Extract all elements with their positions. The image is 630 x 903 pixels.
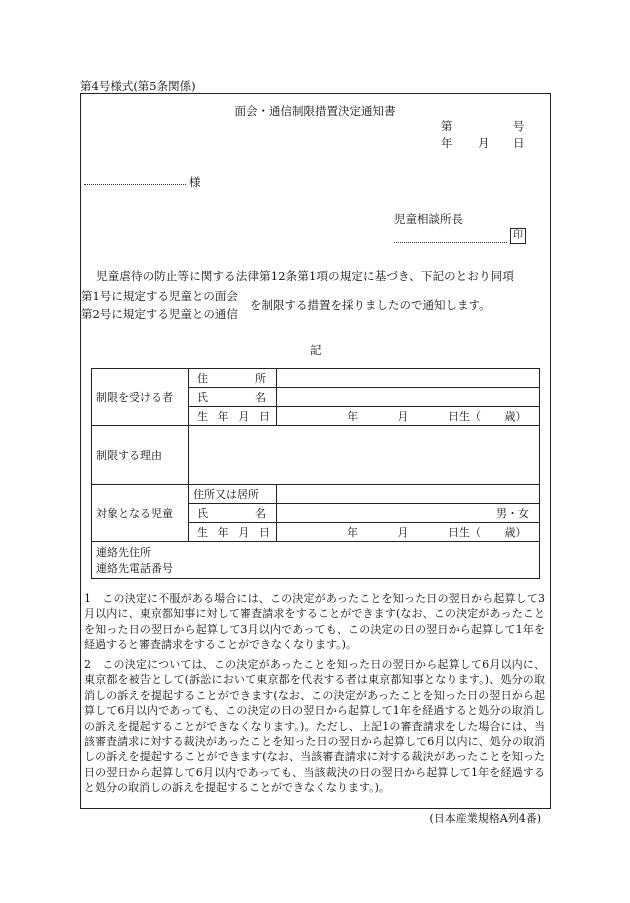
address-value (277, 369, 540, 388)
addressee-line (84, 184, 186, 185)
document-title: 面会・通信制限措置決定通知書 (234, 104, 396, 118)
number-prefix: 第 (441, 119, 453, 133)
residence-value (277, 485, 540, 504)
record-table (91, 368, 540, 579)
child-dob-label: 生 年 月 日 (189, 523, 277, 542)
note-1: 1 この決定に不服がある場合には、この決定があったことを知った日の翌日から起算して3月以内に、東京都知事に対して審査請求をすることができます(なお、この決定があったことを知った日の翌日から起算して3月以内であっても、この決定の日の翌日から起算して1年を経過すると審査請求をすることができなくなります。)。 (84, 592, 546, 652)
restricted-person-label: 制限を受ける者 (92, 369, 189, 426)
body-line-1: 児童虐待の防止等に関する法律第12条第1項の規定に基づき、下記のとおり同項 (96, 269, 515, 283)
date-year: 年 (441, 136, 453, 150)
date-day: 日 (513, 136, 525, 150)
child-sex-value: 男・女 (277, 504, 540, 523)
ki-heading: 記 (310, 343, 322, 357)
body-option-2: 第2号に規定する児童との通信 (81, 307, 238, 321)
seal-mark: 印 (510, 228, 526, 244)
reason-label: 制限する理由 (92, 426, 189, 485)
name-label: 氏 名 (189, 388, 277, 407)
sender-title: 児童相談所長 (394, 212, 463, 226)
name-value (277, 388, 540, 407)
addressee-suffix: 様 (189, 175, 201, 189)
sender-line (394, 242, 507, 243)
dob-value: 年 月 日生（ 歳） (277, 407, 540, 426)
number-suffix: 号 (513, 119, 525, 133)
body-option-1: 第1号に規定する児童との面会 (81, 289, 238, 303)
reason-value (189, 426, 540, 485)
residence-label: 住所又は居所 (189, 485, 277, 504)
child-dob-value: 年 月 日生（ 歳） (277, 523, 540, 542)
date-month: 月 (478, 136, 490, 150)
note-2: 2 この決定については、この決定があったことを知った日の翌日から起算して6月以内に、東京都を被告として(訴訟において東京都を代表する者は東京都知事となります。)、処分の取消しの訴えを提起することができます(なお、この決定があったことを知った日の翌日から起算して6月以内であっても、この決定の日の翌日から起算して1年を経過すると処分の取消しの訴えを提起することができなくなります。)。ただし、上記1の審査請求をした場合には、当該審査請求に対する裁決があったことを知った日の翌日から起算して6月以内に、処分の取消しの訴えを提起することができます(なお、当該審査請求に対する裁決があったことを知った日の翌日から起算して6月以内であっても、当該裁決の日の翌日から起算して1年を経過すると処分の取消しの訴えを提起することができなくなります。)。 (84, 658, 545, 795)
form-label: 第4号様式(第5条関係) (80, 79, 196, 93)
address-label: 住 所 (189, 369, 277, 388)
contact-cell: 連絡先住所 連絡先電話番号 (92, 542, 540, 579)
child-name-label: 氏 名 (189, 504, 277, 523)
body-tail: を制限する措置を採りましたので通知します。 (250, 298, 491, 312)
footer-spec: (日本産業規格A列4番) (429, 812, 541, 825)
dob-label: 生 年 月 日 (189, 407, 277, 426)
target-child-label: 対象となる児童 (92, 485, 189, 542)
